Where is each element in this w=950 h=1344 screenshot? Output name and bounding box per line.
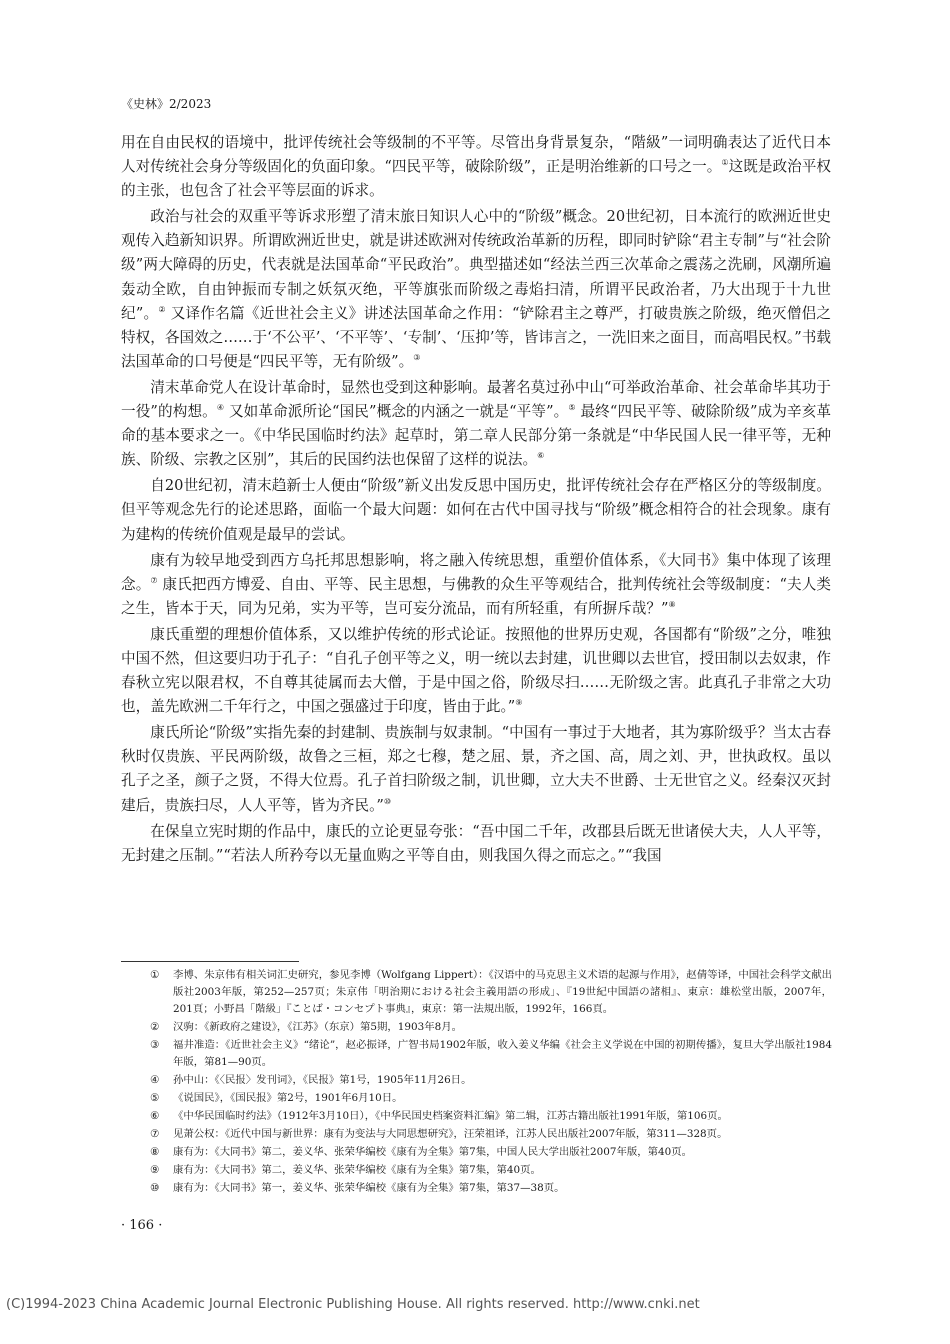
footnote-text: 康有为：《大同书》第二，姜义华、张荣华编校《康有为全集》第7集，中国人民大学出版社2007年版，第40页。 bbox=[173, 1146, 693, 1158]
footnote-number: ③ bbox=[150, 1039, 160, 1051]
footnote-ref[interactable]: ⑩ bbox=[383, 796, 392, 806]
footnote-number: ⑨ bbox=[150, 1164, 160, 1176]
footnote-text: 汉驹：《新政府之建设》，《江苏》（东京）第5期，1903年8月。 bbox=[173, 1021, 463, 1033]
footnote-text: 《说国民》，《国民报》第2号，1901年6月10日。 bbox=[173, 1092, 403, 1104]
footnote-text: 见萧公权：《近代中国与新世界：康有为变法与大同思想研究》，汪荣祖译，江苏人民出版社2007年版，第311—328页。 bbox=[173, 1128, 728, 1140]
footnote bbox=[150, 1037, 832, 1071]
footnote-number: ① bbox=[150, 969, 160, 981]
footnote bbox=[150, 967, 832, 1018]
footnote-text: 李博、朱京伟有相关词汇史研究，参见李博（Wolfgang Lippert）：《汉语中的马克思主义术语的起源与作用》，赵倩等译，中国社会科学文献出版社2003年版，第252—257页；朱京伟「明治期における社会主義用語の形成」、『19世紀中国語の諸相』、東京：雄松堂出版，2007年，201頁；小野昌「階級」『ことば・コンセプト事典』，東京：第一法規出版，1992年，166頁。 bbox=[173, 969, 832, 1015]
footnote-ref[interactable]: ① bbox=[721, 158, 729, 168]
footnote bbox=[150, 1180, 832, 1197]
footnote-divider bbox=[121, 961, 299, 962]
footnote bbox=[150, 1144, 832, 1161]
footnote-text: 福井准造：《近世社会主义》“绪论”，赵必振译，广智书局1902年版，收入姜义华编《社会主义学说在中国的初期传播》，复旦大学出版社1984年版，第81—90页。 bbox=[173, 1039, 832, 1068]
footnotes bbox=[150, 967, 832, 1198]
footnote-text: 康有为：《大同书》第一，姜义华、张荣华编校《康有为全集》第7集，第37—38页。 bbox=[173, 1182, 565, 1194]
paragraph: 用在自由民权的语境中，批评传统社会等级制的不平等。尽管出身背景复杂，“階級”一词明确表达了近代日本人对传统社会身分等级固化的负面印象。“四民平等，破除阶级”，正是明治维新的口号之一。①这既是政治平权的主张，也包含了社会平等层面的诉求。 bbox=[121, 134, 831, 200]
footnote-number: ⑤ bbox=[150, 1092, 160, 1104]
footnote bbox=[150, 1090, 832, 1107]
footnote-ref[interactable]: ② bbox=[158, 304, 166, 314]
paragraph: 康氏所论“阶级”实指先秦的封建制、贵族制与奴隶制。“中国有一事过于大地者，其为寡阶级乎？当太古春秋时仅贵族、平民两阶级，故鲁之三桓，郑之七穆，楚之屈、景，齐之国、高，周之刘、尹，世执政权。虽以孔子之圣，颜子之贤，不得大位焉。孔子首扫阶级之制，讥世卿，立大夫不世爵、士无世官之义。经秦汉灭封建后，贵族扫尽，人人平等，皆为齐民。”⑩ bbox=[121, 724, 831, 814]
paragraph: 清末革命党人在设计革命时，显然也受到这种影响。最著名莫过孙中山“可举政治革命、社会革命毕其功于一役”的构想。④ 又如革命派所论“国民”概念的内涵之一就是“平等”。⑤ 最终“四民平等、破除阶级”成为辛亥革命的基本要求之一。《中华民国临时约法》起草时，第二章人民部分第一条就是“中华民国人民一律平等，无种族、阶级、宗教之区别”，其后的民国约法也保留了这样的说法。⑥ bbox=[121, 378, 832, 469]
footnote-number: ⑥ bbox=[150, 1110, 160, 1122]
footnote bbox=[150, 1162, 832, 1179]
footnote-ref[interactable]: ③ bbox=[413, 352, 421, 362]
footnote-number: ⑧ bbox=[150, 1146, 160, 1158]
footnote-ref[interactable]: ④ bbox=[216, 403, 225, 413]
paragraph: 政治与社会的双重平等诉求形塑了清末旅日知识人心中的“阶级”概念。20世纪初，日本流行的欧洲近世史观传入趋新知识界。所谓欧洲近世史，就是讲述欧洲对传统政治革新的历程，即同时铲除“君主专制”与“社会阶级”两大障碍的历史，代表就是法国革命“平民政治”。典型描述如“经法兰西三次革命之震荡之洗刷，风潮所遍轰动全欧，自由钟振而专制之妖氛灭绝，平等旗张而阶级之毒焰扫清，所谓平民政治者，乃大出现于十九世纪”。② 又译作名篇《近世社会主义》讲述法国革命之作用：“铲除君主之尊严，打破贵族之阶级，绝灭僧侣之特权，各国效之……于‘不公平’、‘不平等’、‘专制’、‘压抑’等，皆讳言之，一洗旧来之面目，而高唱民权。”书载法国革命的口号便是“四民平等，无有阶级”。③ bbox=[121, 208, 832, 370]
paragraph: 在保皇立宪时期的作品中，康氏的立论更显夸张：“吾中国二千年，改郡县后既无世诸侯大夫，人人平等，无封建之压制。”“若法人所矜夸以无量血购之平等自由，则我国久得之而忘之。”“我国 bbox=[121, 822, 831, 864]
footnote-ref[interactable]: ⑦ bbox=[150, 575, 158, 585]
body-text bbox=[121, 131, 831, 870]
footnote bbox=[150, 1126, 832, 1143]
footnote-number: ② bbox=[150, 1021, 160, 1033]
footnote bbox=[150, 1072, 832, 1089]
footnote-ref[interactable]: ⑧ bbox=[668, 599, 676, 609]
copyright-footer: (C)1994-2023 China Academic Journal Electronic Publishing House. All rights reserved. http://www.cnki.net bbox=[6, 1297, 700, 1312]
footnote bbox=[150, 1108, 832, 1125]
footnote-text: 《中华民国临时约法》（1912年3月10日），《中华民国史档案资料汇编》第二辑，江苏古籍出版社1991年版，第106页。 bbox=[173, 1110, 728, 1122]
paragraph: 自20世纪初，清末趋新士人便由“阶级”新义出发反思中国历史，批评传统社会存在严格区分的等级制度。但平等观念先行的论述思路，面临一个最大问题：如何在古代中国寻找与“阶级”概念相符合的社会现象。康有为建构的传统价值观是最早的尝试。 bbox=[121, 477, 831, 543]
footnote-text: 康有为：《大同书》第二，姜义华、张荣华编校《康有为全集》第7集，第40页。 bbox=[173, 1164, 541, 1176]
footnote-ref[interactable]: ⑥ bbox=[537, 451, 545, 461]
footnote-number: ④ bbox=[150, 1074, 160, 1086]
running-header: 《史林》2/2023 bbox=[121, 97, 212, 111]
footnote-ref[interactable]: ⑨ bbox=[515, 698, 523, 708]
page-number: · 166 · bbox=[121, 1218, 163, 1233]
footnote bbox=[150, 1019, 832, 1036]
footnote-text: 孙中山：《〈民报〉发刊词》，《民报》第1号，1905年11月26日。 bbox=[173, 1074, 472, 1086]
footnote-number: ⑦ bbox=[150, 1128, 160, 1140]
footnote-number: ⑩ bbox=[150, 1182, 160, 1194]
footnote-ref[interactable]: ⑤ bbox=[568, 403, 576, 413]
paragraph: 康有为较早地受到西方乌托邦思想影响，将之融入传统思想，重塑价值体系，《大同书》集中体现了该理念。⑦ 康氏把西方博爱、自由、平等、民主思想，与佛教的众生平等观结合，批判传统社会等级制度：“夫人类之生，皆本于天，同为兄弟，实为平等，岂可妄分流品，而有所轻重，有所摒斥哉？”⑧ bbox=[121, 551, 831, 617]
paragraph: 康氏重塑的理想价值体系，又以维护传统的形式论证。按照他的世界历史观，各国都有“阶级”之分，唯独中国不然，但这要归功于孔子：“自孔子创平等之义，明一统以去封建，讥世卿以去世官，授田制以去奴隶，作春秋立宪以限君权，不自尊其徒属而去大僧，于是中国之俗，阶级尽扫……无阶级之害。此真孔子非常之大功也，盖先欧洲二千年行之，中国之强盛过于印度，皆由于此。”⑨ bbox=[121, 625, 831, 716]
